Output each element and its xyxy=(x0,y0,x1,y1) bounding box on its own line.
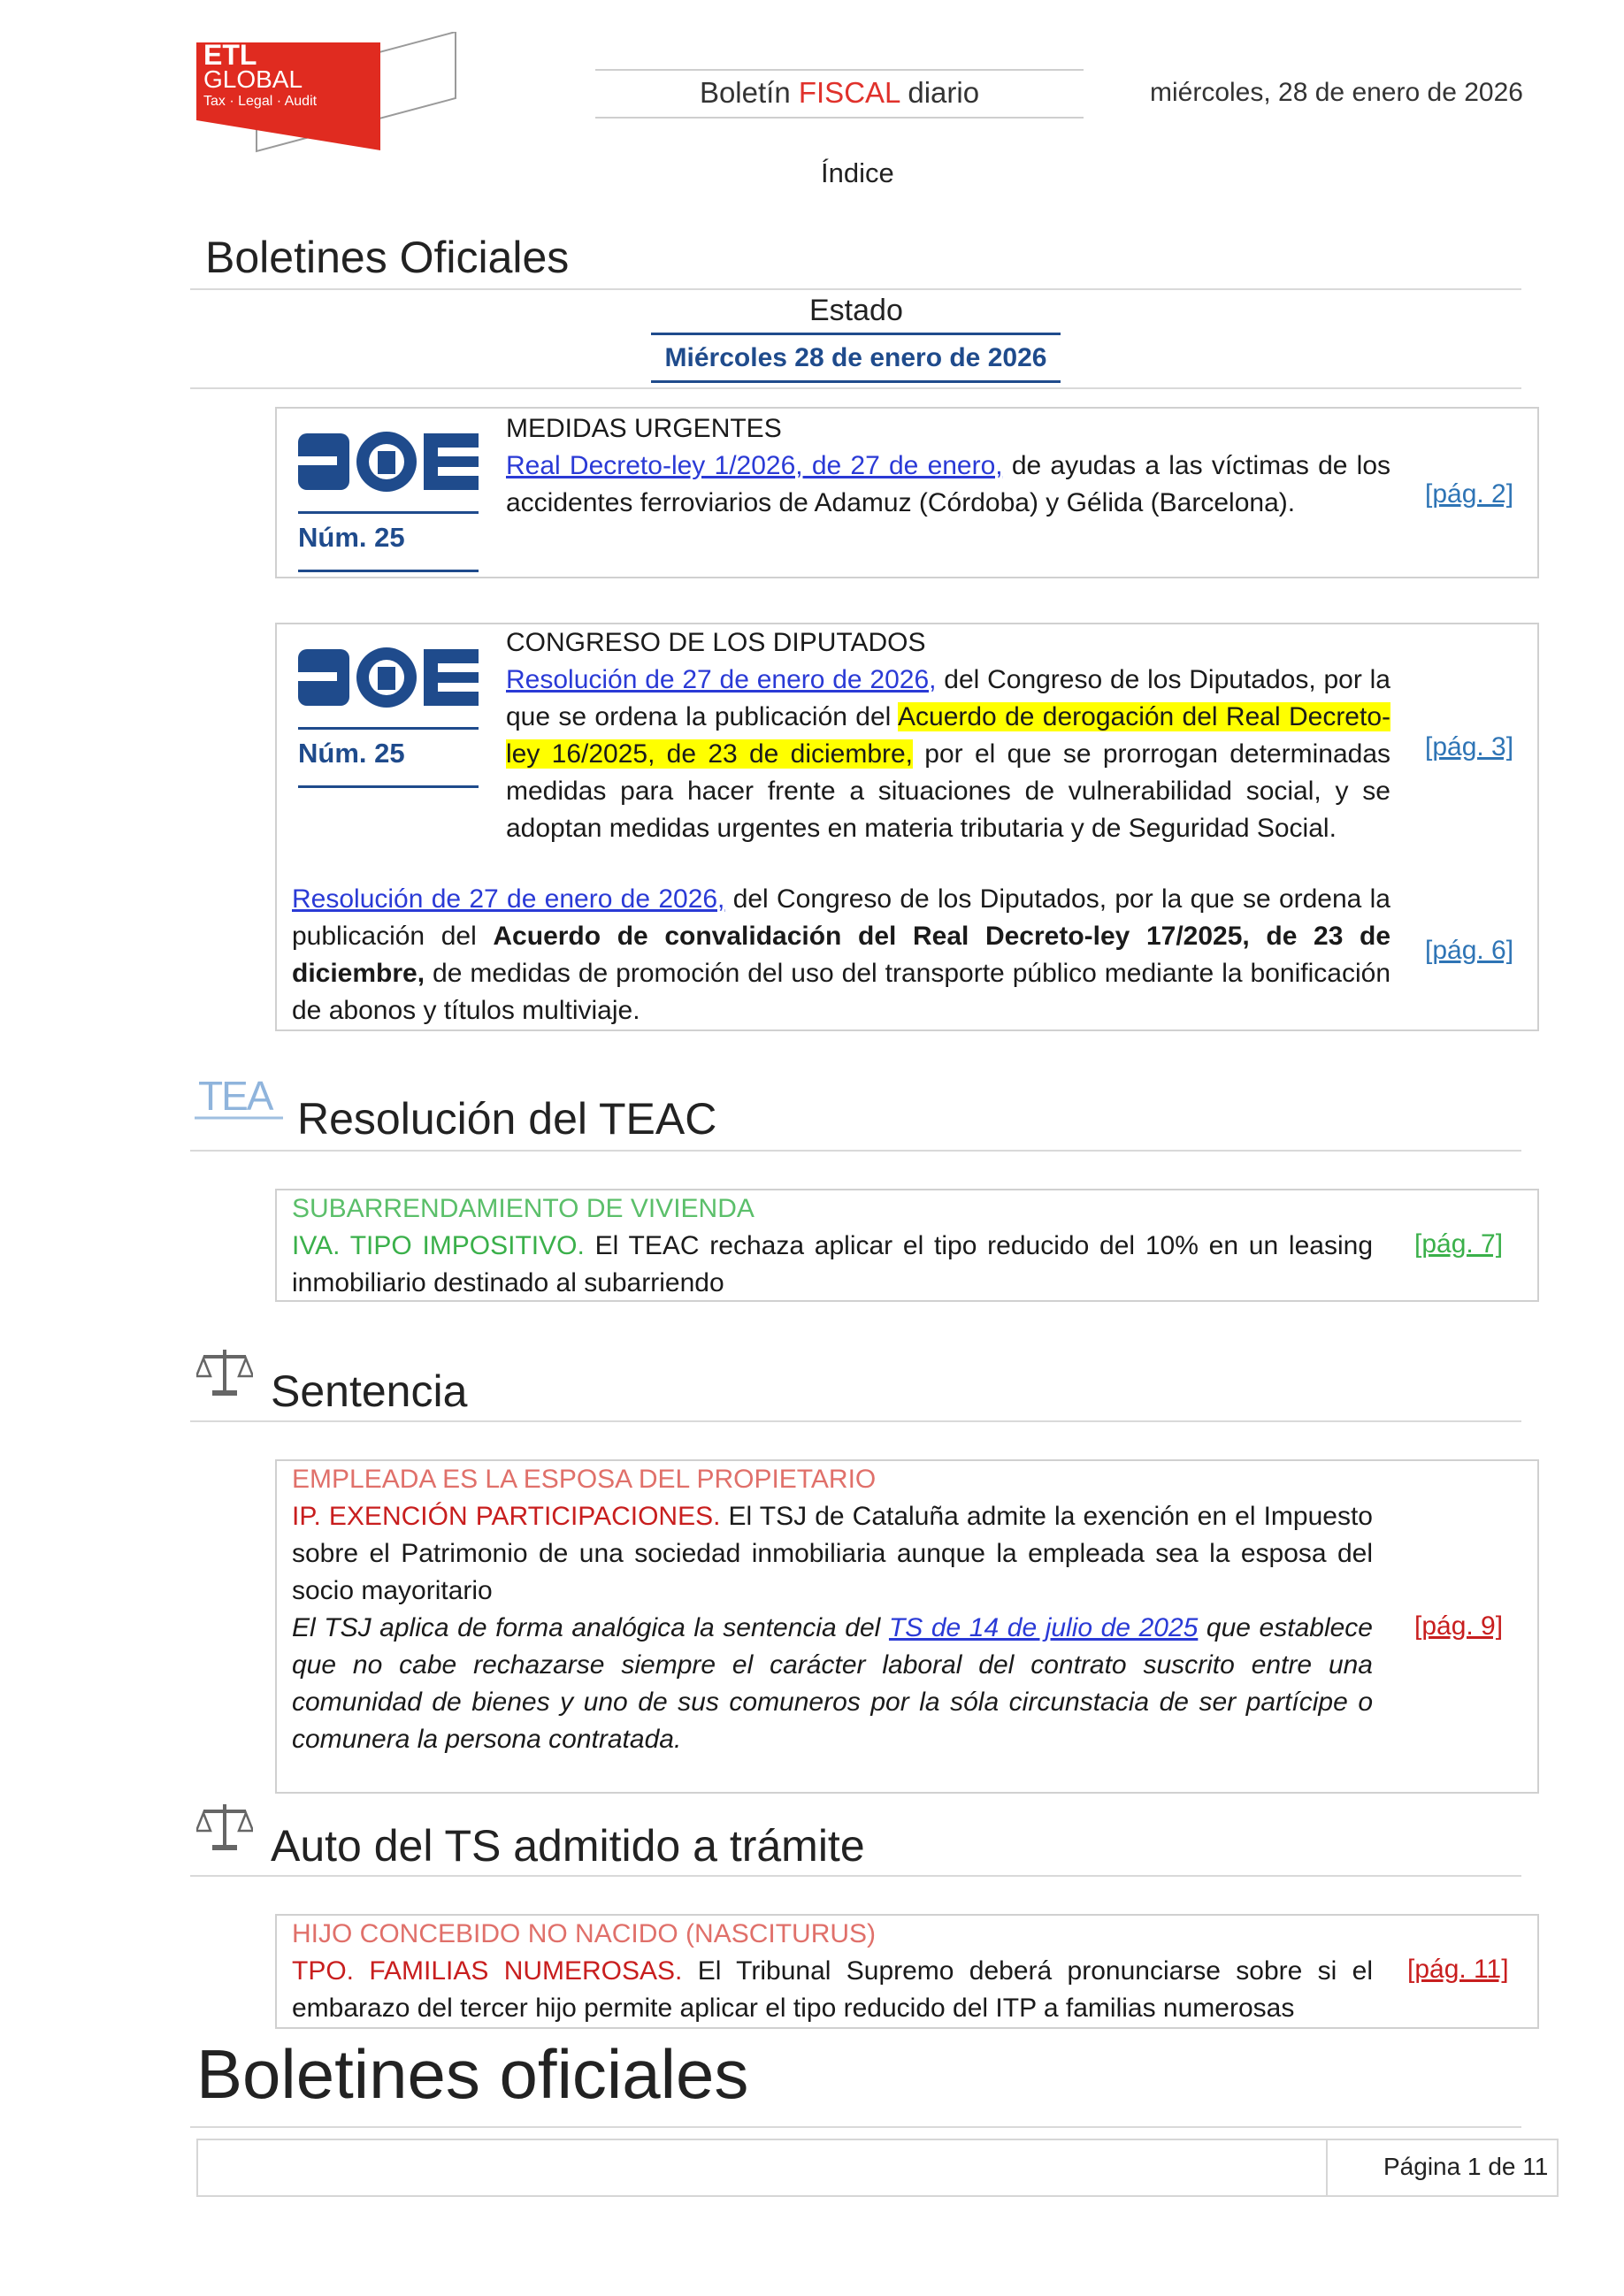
divider xyxy=(190,1150,1521,1152)
estado-rule-top xyxy=(651,333,1061,335)
divider xyxy=(190,1875,1521,1877)
header-rule-top xyxy=(595,69,1084,71)
entry-body: de ayudas a las víctimas de los accidentes ferroviarios de Adamuz (Córdoba) y Gélida (Barcelona). xyxy=(506,451,1391,517)
commentary-text: que establece que no cabe rechazarse siempre el carácter laboral del contrato suscrito entre una comunidad de bienes y uno de sus comuneros por la sóla circunstacia de ser partícipe o comunera la persona contratada. xyxy=(292,1613,1373,1754)
entry-commentary xyxy=(292,1610,1373,1758)
divider xyxy=(190,2126,1521,2128)
section-title-sentencia: Sentencia xyxy=(271,1366,468,1416)
highlighted-agreement: Acuerdo de derogación del Real Decreto-ley 16/2025, de 23 de diciembre, xyxy=(506,702,1390,769)
page-link[interactable]: [pág. 11] xyxy=(1407,1955,1509,1984)
entry-body: del Congreso de los Diputados, por la que se ordena la publicación del xyxy=(506,665,1390,731)
entry-lead: IP. EXENCIÓN PARTICIPACIONES. xyxy=(292,1502,721,1531)
entry-link-rdl-1-2026[interactable]: Real Decreto-ley 1/2026, de 27 de enero, xyxy=(506,451,1003,480)
teac-icon-text: TEA xyxy=(198,1073,272,1119)
boe-rule xyxy=(298,727,479,730)
section-title-auto: Auto del TS admitido a trámite xyxy=(271,1821,865,1871)
page-link[interactable]: [pág. 3] xyxy=(1425,732,1514,762)
entry-body: por el que se prorrogan determinadas medidas para hacer frente a situaciones de vulnerabilidad social, y se adoptan medidas urgentes en materia tributaria y de Seguridad Social. xyxy=(506,739,1391,843)
bold-agreement: Acuerdo de convalidación del Real Decreto-ley 17/2025, de 23 de diciembre, xyxy=(292,922,1391,988)
scales-icon xyxy=(196,1799,253,1856)
header-date: miércoles, 28 de enero de 2026 xyxy=(1150,78,1523,107)
entry-text-convalidacion xyxy=(292,881,1390,1029)
entry-topic: HIJO CONCEBIDO NO NACIDO (NASCITURUS) xyxy=(292,1919,877,1948)
entry-card-congreso xyxy=(275,623,1539,1031)
logo-global: GLOBAL xyxy=(203,65,303,93)
entry-link-resolucion[interactable]: Resolución de 27 de enero de 2026, xyxy=(506,665,937,694)
divider xyxy=(190,1420,1521,1422)
title-accent: FISCAL xyxy=(798,76,900,109)
boe-number: Núm. 25 xyxy=(298,738,405,769)
entry-text xyxy=(292,1228,1373,1302)
footer-separator xyxy=(1326,2140,1328,2195)
entry-text xyxy=(506,448,1390,522)
entry-link-resolucion[interactable]: Resolución de 27 de enero de 2026, xyxy=(292,884,725,914)
entry-topic: SUBARRENDAMIENTO DE VIVIENDA xyxy=(292,1194,755,1223)
entry-card-sentencia xyxy=(275,1459,1539,1794)
boe-rule xyxy=(298,785,479,788)
company-logo xyxy=(195,32,460,156)
entry-lead: IVA. TIPO IMPOSITIVO. xyxy=(292,1231,585,1260)
boe-badge xyxy=(298,642,479,792)
boe-logo-icon xyxy=(298,642,479,713)
commentary-text: El TSJ aplica de forma analógica la sentencia del xyxy=(292,1613,889,1642)
entry-body: El TEAC rechaza aplicar el tipo reducido del 10% en un leasing inmobiliario destinado al subarriendo xyxy=(292,1231,1373,1297)
entry-text-derogacion xyxy=(506,662,1390,847)
page-link[interactable]: [pág. 6] xyxy=(1425,936,1514,965)
footer-box xyxy=(196,2139,1559,2197)
title-pre: Boletín xyxy=(699,76,799,109)
scales-of-justice-icon xyxy=(196,1344,253,1401)
entry-body: de medidas de promoción del uso del transporte público mediante la bonificación de abonos y títulos multiviaje. xyxy=(292,959,1390,1025)
header-rule-bottom xyxy=(595,117,1084,119)
estado-date: Miércoles 28 de enero de 2026 xyxy=(664,343,1047,372)
boe-rule xyxy=(298,570,479,572)
estado-label: Estado xyxy=(809,294,903,327)
divider xyxy=(190,387,1521,389)
divider xyxy=(190,288,1521,290)
footer-page-number: Página 1 de 11 xyxy=(1383,2153,1549,2180)
entry-text xyxy=(292,1953,1373,2027)
boe-logo-icon xyxy=(298,426,479,497)
entry-body: El TSJ de Cataluña admite la exención en el Impuesto sobre el Patrimonio de una sociedad inmobiliaria aunque la empleada sea la esposa del socio mayoritario xyxy=(292,1502,1373,1605)
entry-text xyxy=(292,1498,1373,1610)
entry-topic: EMPLEADA ES LA ESPOSA DEL PROPIETARIO xyxy=(292,1465,877,1494)
title-post: diario xyxy=(900,76,980,109)
entry-heading: CONGRESO DE LOS DIPUTADOS xyxy=(506,628,926,657)
entry-card-auto xyxy=(275,1914,1539,2029)
entry-body: del Congreso de los Diputados, por la que se ordena la publicación del xyxy=(292,884,1390,951)
section-title-teac: Resolución del TEAC xyxy=(297,1094,717,1144)
teac-icon xyxy=(195,1072,283,1121)
page-link[interactable]: [pág. 2] xyxy=(1425,479,1514,509)
section-title-boletines: Boletines Oficiales xyxy=(205,233,570,282)
section-title-bottom: Boletines oficiales xyxy=(196,2035,749,2113)
scales-icon xyxy=(196,1344,253,1401)
entry-lead: TPO. FAMILIAS NUMEROSAS. xyxy=(292,1956,683,1986)
logo-tagline: Tax · Legal · Audit xyxy=(203,94,318,109)
estado-rule-bottom xyxy=(651,380,1061,383)
entry-heading: MEDIDAS URGENTES xyxy=(506,414,782,443)
boe-rule xyxy=(298,511,479,514)
page-link[interactable]: [pág. 7] xyxy=(1414,1229,1504,1259)
entry-card-medidas-urgentes xyxy=(275,407,1539,578)
entry-body: El Tribunal Supremo deberá pronunciarse sobre si el embarazo del tercer hijo permite aplicar el tipo reducido del ITP a familias numerosas xyxy=(292,1956,1373,2023)
index-label: Índice xyxy=(821,157,894,188)
page-link[interactable]: [pág. 9] xyxy=(1414,1611,1504,1641)
boe-number: Núm. 25 xyxy=(298,522,405,553)
logo-brand: ETL xyxy=(203,39,257,71)
scales-of-justice-icon xyxy=(196,1799,253,1856)
entry-link-ts-sentencia[interactable]: TS de 14 de julio de 2025 xyxy=(888,1613,1199,1642)
entry-card-teac xyxy=(275,1189,1539,1302)
newsletter-title xyxy=(595,76,1084,110)
boe-badge xyxy=(298,426,479,577)
